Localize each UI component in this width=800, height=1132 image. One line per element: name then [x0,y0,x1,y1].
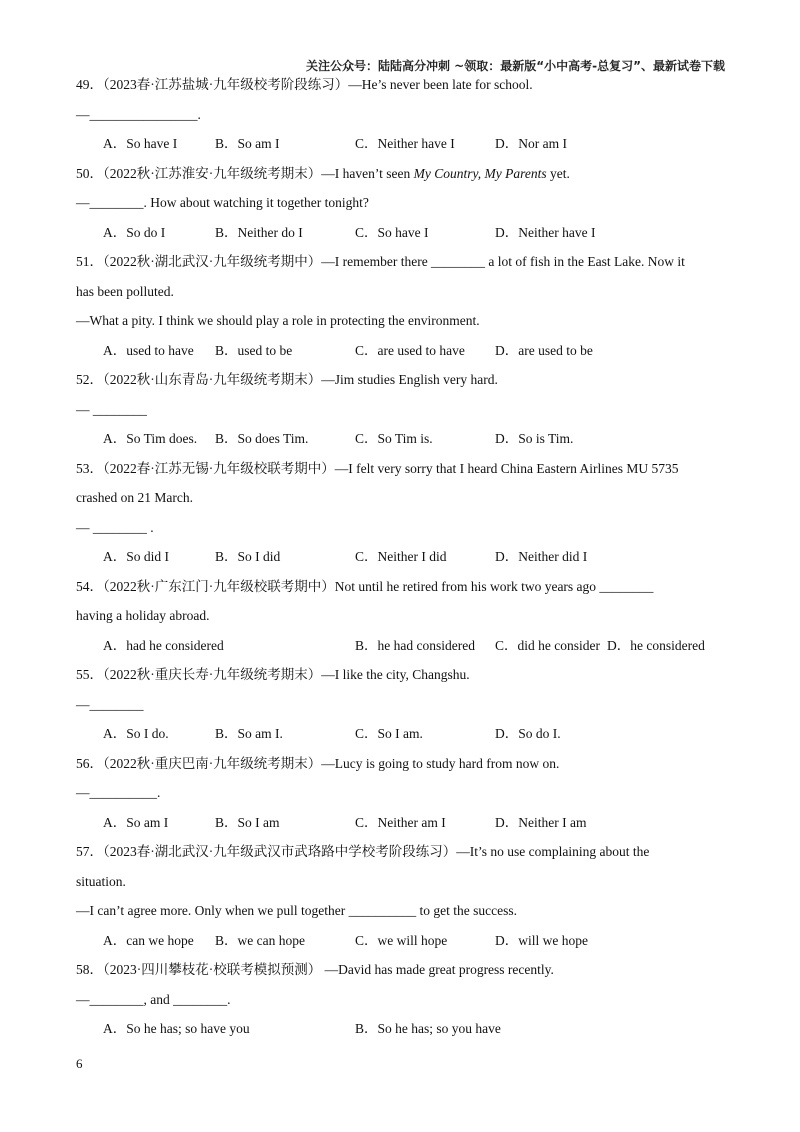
option-c[interactable]: C．So I am. [355,726,423,741]
option-d[interactable]: D．Nor am I [495,136,567,151]
question-50-stem [76,165,726,195]
question-53-reply: — ________ . [76,519,154,535]
question-52-options [76,430,726,460]
question-53-stem: 53．（2022春·江苏无锡·九年级校联考期中）—I felt very sorry that I heard China Eastern Airlines MU 5735 [76,460,679,476]
question-56-options [76,814,726,844]
option-c[interactable]: C．did he consider [495,637,600,653]
option-b[interactable]: B．So he has; so you have [355,1021,501,1036]
question-50-reply: —________. How about watching it together tonight? [76,195,369,210]
option-a[interactable]: A．So did I [103,549,170,564]
question-51-stem: 51．（2022秋·湖北武汉·九年级统考期中）—I remember there ________ a lot of fish in the East Lake. Now it [76,254,685,269]
option-c[interactable]: C．So have I [355,224,429,240]
question-56-stem: 56．（2022秋·重庆巴南·九年级统考期末）—Lucy is going to study hard from now on. [76,755,560,771]
question-54-options [76,637,726,667]
question-51-options [76,342,726,372]
option-a[interactable]: A．So am I [103,814,169,830]
option-d[interactable]: D．So do I. [495,726,561,741]
option-c[interactable]: C．So Tim is. [355,431,433,446]
option-c[interactable]: C．Neither I did [355,549,447,564]
question-54-stem: 54．（2022秋·广东江门·九年级校联考期中）Not until he retired from his work two years ago ________ [76,578,654,594]
option-d[interactable]: D．Neither I am [495,814,587,830]
option-a[interactable]: A．used to have [103,342,194,358]
option-b[interactable]: B．used to be [215,342,293,358]
question-57-stem-cont: situation. [76,873,126,889]
question-57-options [76,932,726,962]
question-55-stem: 55．（2022秋·重庆长寿·九年级统考期末）—I like the city, Changshu. [76,667,470,682]
page-number: 6 [76,1056,83,1071]
page-header: 关注公众号：陆陆高分冲刺 ~领取：最新版“小中高考-总复习”、最新试卷下载 [306,59,725,73]
option-a[interactable]: A．So Tim does. [103,431,198,446]
question-51-reply: —What a pity. I think we should play a role in protecting the environment. [76,313,480,328]
question-58-reply: —________, and ________. [76,991,231,1007]
option-d[interactable]: D．Neither have I [495,224,596,240]
option-c[interactable]: C．are used to have [355,342,465,358]
option-c[interactable]: C．Neither have I [355,136,455,151]
question-50-film-title: My Country, My Parents [413,165,547,181]
option-a[interactable]: A．So do I [103,224,166,240]
question-55-reply: —________ [76,696,144,712]
question-49-stem: 49．（2023春·江苏盐城·九年级校考阶段练习）—He’s never been late for school. [76,77,533,92]
question-53-stem-cont: crashed on 21 March. [76,490,193,505]
option-a[interactable]: A．So he has; so have you [103,1021,250,1036]
question-49-reply: —________________. [76,106,201,122]
option-b[interactable]: B．we can hope [215,932,305,948]
question-50-stem-pre: 50．（2022秋·江苏淮安·九年级统考期末）—I haven’t seen [76,165,414,181]
question-57-reply: —I can’t agree more. Only when we pull together __________ to get the success. [76,903,518,918]
question-54-stem-cont: having a holiday abroad. [76,608,210,623]
question-list [76,76,726,1050]
option-c[interactable]: C．we will hope [355,932,448,948]
question-51-stem-cont: has been polluted. [76,283,174,299]
option-a[interactable]: A．can we hope [103,932,194,948]
option-d[interactable]: D．Neither did I [495,549,588,564]
option-a[interactable]: A．So I do. [103,726,169,741]
option-b[interactable]: B．he had considered [355,637,475,653]
option-b[interactable]: B．So am I [215,136,280,151]
option-d[interactable]: D．are used to be [495,342,593,358]
option-d[interactable]: D．So is Tim. [495,431,574,446]
question-53-options [76,548,726,578]
option-b[interactable]: B．So I am [215,814,280,830]
question-58-options [76,1020,726,1050]
option-d[interactable]: D．will we hope [495,932,588,948]
question-52-stem: 52．（2022秋·山东青岛·九年级统考期末）—Jim studies English very hard. [76,372,498,387]
question-52-reply: — ________ [76,401,147,417]
option-b[interactable]: B．So does Tim. [215,431,309,446]
option-b[interactable]: B．Neither do I [215,224,303,240]
option-d[interactable]: D．he considered [607,637,705,653]
option-a[interactable]: A．So have I [103,136,178,151]
question-49-options [76,135,726,165]
question-57-stem: 57．（2023春·湖北武汉·九年级武汉市武珞路中学校考阶段练习）—It’s no use complaining about the [76,844,650,859]
question-50-options [76,224,726,254]
question-50-stem-post: yet. [546,165,570,181]
question-58-stem: 58．（2023·四川攀枝花·校联考模拟预测） —David has made great progress recently. [76,962,554,977]
option-c[interactable]: C．Neither am I [355,814,446,830]
option-b[interactable]: B．So I did [215,549,281,564]
option-a[interactable]: A．had he considered [103,637,224,653]
option-b[interactable]: B．So am I. [215,726,283,741]
question-55-options [76,725,726,755]
question-56-reply: —__________. [76,785,161,800]
